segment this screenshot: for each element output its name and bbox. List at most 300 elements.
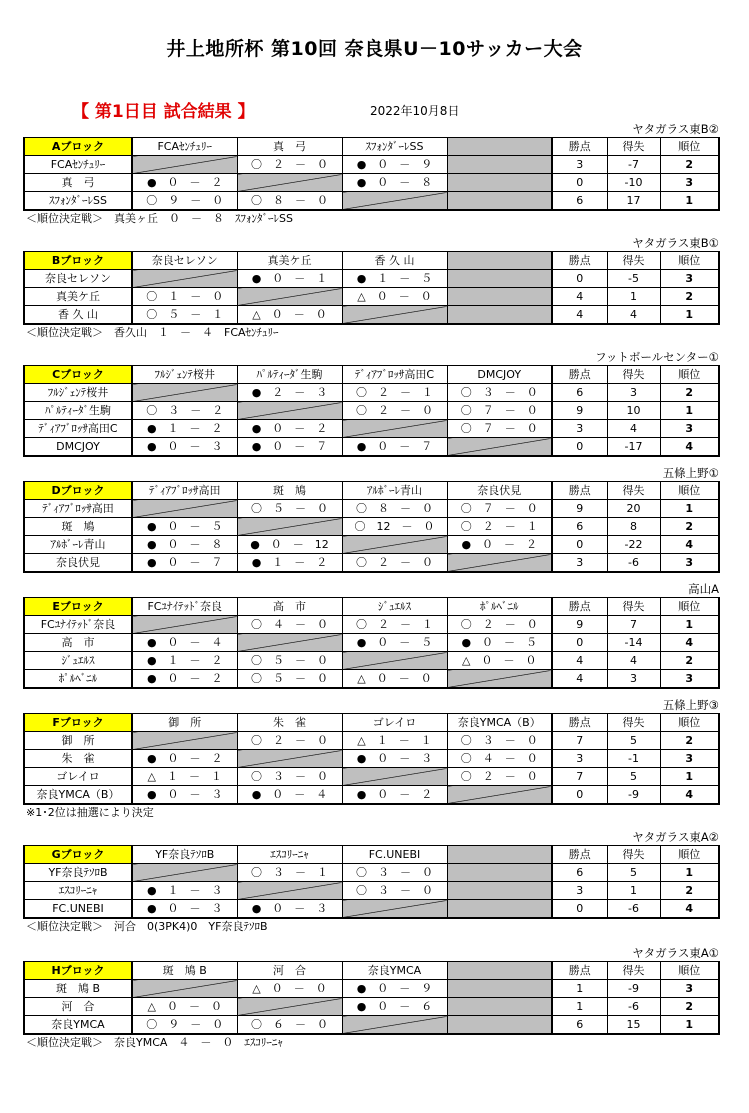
block-table bbox=[23, 365, 720, 457]
points-value: 0 bbox=[552, 174, 607, 192]
rank-value: 2 bbox=[660, 652, 719, 670]
match-result: ● １ － ２ bbox=[132, 652, 237, 670]
team-name: 斑 鳩 B bbox=[24, 980, 132, 998]
match-result: ● １ － ２ bbox=[132, 420, 237, 438]
rank-header: 順位 bbox=[660, 846, 719, 864]
block-2 bbox=[23, 350, 719, 457]
goal-diff-value: 17 bbox=[607, 192, 660, 211]
table-row bbox=[24, 270, 719, 288]
match-result: 〇 ５ － １ bbox=[132, 306, 237, 325]
empty-cell bbox=[447, 270, 552, 288]
team-name: 真美ケ丘 bbox=[24, 288, 132, 306]
page-title: 井上地所杯 第10回 奈良県U－10サッカー大会 bbox=[166, 38, 583, 60]
table-row bbox=[24, 306, 719, 325]
team-name: 奈良YMCA（B） bbox=[24, 786, 132, 805]
venue-label: 五條上野① bbox=[662, 466, 719, 480]
team-name: 高 市 bbox=[24, 634, 132, 652]
team-column-header: 斑 鳩 B bbox=[132, 962, 237, 980]
table-row bbox=[24, 616, 719, 634]
match-result: ● ０ － ２ bbox=[447, 536, 552, 554]
match-result: ● ０ － ３ bbox=[132, 900, 237, 919]
table-row bbox=[24, 998, 719, 1016]
team-column-header: ﾌﾙｼﾞｪﾝﾃ桜井 bbox=[132, 366, 237, 384]
table-row bbox=[24, 174, 719, 192]
table-row bbox=[24, 980, 719, 998]
points-header: 勝点 bbox=[552, 366, 607, 384]
match-result: 〇 ２ － ０ bbox=[447, 616, 552, 634]
points-value: 0 bbox=[552, 900, 607, 919]
header-row bbox=[24, 252, 719, 270]
self-match-cell bbox=[237, 634, 342, 652]
match-result: 〇 ３ － ２ bbox=[132, 402, 237, 420]
team-name: 香 久 山 bbox=[24, 306, 132, 325]
rank-value: 1 bbox=[660, 616, 719, 634]
points-header: 勝点 bbox=[552, 846, 607, 864]
self-match-cell bbox=[237, 518, 342, 536]
team-name: 斑 鳩 bbox=[24, 518, 132, 536]
table-row bbox=[24, 1016, 719, 1035]
team-column-header: ｼﾞｭｴﾙｽ bbox=[342, 598, 447, 616]
match-result: △ ０ － ０ bbox=[132, 998, 237, 1016]
block-table bbox=[23, 137, 720, 211]
table-row bbox=[24, 420, 719, 438]
match-result: ● １ － ２ bbox=[237, 554, 342, 573]
team-name: ﾊﾟﾙﾃｨｰﾀﾞ生駒 bbox=[24, 402, 132, 420]
table-row bbox=[24, 288, 719, 306]
team-column-header: ゴレイロ bbox=[342, 714, 447, 732]
table-row bbox=[24, 864, 719, 882]
match-result: ● ０ － ３ bbox=[237, 900, 342, 919]
header-row bbox=[24, 962, 719, 980]
empty-cell bbox=[447, 288, 552, 306]
block-1 bbox=[23, 236, 719, 341]
goal-diff-value: 4 bbox=[607, 420, 660, 438]
match-result: ● ０ － ８ bbox=[342, 174, 447, 192]
self-match-cell bbox=[342, 900, 447, 919]
team-name: ﾃﾞｨｱﾌﾞﾛｯｻ高田 bbox=[24, 500, 132, 518]
team-name: 朱 雀 bbox=[24, 750, 132, 768]
team-column-header: ﾃﾞｨｱﾌﾞﾛｯｻ高田C bbox=[342, 366, 447, 384]
empty-cell bbox=[447, 980, 552, 998]
block-table bbox=[23, 713, 720, 805]
match-result: 〇 ３ － ０ bbox=[342, 882, 447, 900]
diff-header: 得失 bbox=[607, 252, 660, 270]
rank-value: 4 bbox=[660, 536, 719, 554]
match-result: 〇 ５ － ０ bbox=[237, 652, 342, 670]
points-value: 4 bbox=[552, 306, 607, 325]
goal-diff-value: 1 bbox=[607, 288, 660, 306]
match-result: ● ０ － ８ bbox=[132, 536, 237, 554]
empty-column-header bbox=[447, 138, 552, 156]
points-value: 0 bbox=[552, 270, 607, 288]
rank-header: 順位 bbox=[660, 482, 719, 500]
match-result: 〇 ３ － ０ bbox=[447, 732, 552, 750]
team-column-header: 朱 雀 bbox=[237, 714, 342, 732]
rank-value: 2 bbox=[660, 156, 719, 174]
day-subtitle: 【 第1日目 試合結果 】 bbox=[72, 102, 255, 122]
block-4 bbox=[23, 582, 719, 689]
empty-cell bbox=[447, 864, 552, 882]
block-6 bbox=[23, 830, 719, 935]
self-match-cell bbox=[447, 554, 552, 573]
header-row bbox=[24, 714, 719, 732]
self-match-cell bbox=[342, 192, 447, 211]
team-column-header: 奈良セレソン bbox=[132, 252, 237, 270]
match-result: ● ０ － ３ bbox=[132, 786, 237, 805]
team-name: DMCJOY bbox=[24, 438, 132, 457]
diff-header: 得失 bbox=[607, 482, 660, 500]
block-note: ＜順位決定戦＞ 真美ヶ丘 ０ － ８ ｽﾌｫﾝﾀﾞｰﾚSS bbox=[26, 212, 293, 225]
points-value: 1 bbox=[552, 980, 607, 998]
match-result: △ ０ － ０ bbox=[342, 670, 447, 689]
rank-value: 4 bbox=[660, 438, 719, 457]
goal-diff-value: 15 bbox=[607, 1016, 660, 1035]
diff-header: 得失 bbox=[607, 366, 660, 384]
rank-value: 1 bbox=[660, 402, 719, 420]
block-name: Cブロック bbox=[24, 366, 132, 384]
rank-value: 4 bbox=[660, 786, 719, 805]
match-result: 〇 ６ － ０ bbox=[237, 1016, 342, 1035]
match-result: 〇 ３ － ０ bbox=[447, 384, 552, 402]
match-result: ● ０ － １ bbox=[237, 270, 342, 288]
self-match-cell bbox=[132, 156, 237, 174]
table-row bbox=[24, 192, 719, 211]
header-row bbox=[24, 598, 719, 616]
team-name: ﾎﾟﾙﾍﾞﾆﾙ bbox=[24, 670, 132, 689]
points-header: 勝点 bbox=[552, 252, 607, 270]
rank-value: 1 bbox=[660, 768, 719, 786]
empty-cell bbox=[447, 882, 552, 900]
match-result: 〇 ２ － ０ bbox=[237, 732, 342, 750]
points-value: 6 bbox=[552, 384, 607, 402]
table-row bbox=[24, 882, 719, 900]
team-name: 奈良セレソン bbox=[24, 270, 132, 288]
diff-header: 得失 bbox=[607, 846, 660, 864]
match-result: 〇 ７ － ０ bbox=[447, 500, 552, 518]
goal-diff-value: -6 bbox=[607, 554, 660, 573]
rank-value: 1 bbox=[660, 306, 719, 325]
points-value: 4 bbox=[552, 670, 607, 689]
goal-diff-value: -9 bbox=[607, 980, 660, 998]
match-result: 〇 ５ － ０ bbox=[237, 670, 342, 689]
match-result: 〇 ２ － １ bbox=[342, 616, 447, 634]
goal-diff-value: -17 bbox=[607, 438, 660, 457]
team-name: ｼﾞｭｴﾙｽ bbox=[24, 652, 132, 670]
block-7 bbox=[23, 946, 719, 1051]
match-result: 〇 ９ － ０ bbox=[132, 192, 237, 211]
team-column-header: ﾎﾟﾙﾍﾞﾆﾙ bbox=[447, 598, 552, 616]
block-name: Bブロック bbox=[24, 252, 132, 270]
block-table bbox=[23, 481, 720, 573]
team-column-header: DMCJOY bbox=[447, 366, 552, 384]
self-match-cell bbox=[342, 768, 447, 786]
self-match-cell bbox=[237, 402, 342, 420]
table-row bbox=[24, 732, 719, 750]
table-row bbox=[24, 634, 719, 652]
match-result: 〇 ８ － ０ bbox=[342, 500, 447, 518]
match-result: △ ０ － ０ bbox=[237, 306, 342, 325]
table-row bbox=[24, 402, 719, 420]
rank-value: 1 bbox=[660, 192, 719, 211]
self-match-cell bbox=[342, 1016, 447, 1035]
team-name: 御 所 bbox=[24, 732, 132, 750]
goal-diff-value: 3 bbox=[607, 670, 660, 689]
self-match-cell bbox=[132, 864, 237, 882]
team-name: ﾃﾞｨｱﾌﾞﾛｯｻ高田C bbox=[24, 420, 132, 438]
venue-label: ヤタガラス東B① bbox=[632, 236, 719, 250]
table-row bbox=[24, 536, 719, 554]
goal-diff-value: 5 bbox=[607, 864, 660, 882]
team-column-header: ｽﾌｫﾝﾀﾞｰﾚSS bbox=[342, 138, 447, 156]
points-value: 0 bbox=[552, 786, 607, 805]
team-name: 河 合 bbox=[24, 998, 132, 1016]
team-name: FC.UNEBI bbox=[24, 900, 132, 919]
goal-diff-value: 5 bbox=[607, 732, 660, 750]
rank-value: 1 bbox=[660, 864, 719, 882]
points-header: 勝点 bbox=[552, 138, 607, 156]
block-0 bbox=[23, 122, 719, 227]
match-result: 〇 ９ － ０ bbox=[132, 1016, 237, 1035]
match-result: ● ０ － ６ bbox=[342, 998, 447, 1016]
team-column-header: ｱﾙﾎﾞｰﾚ青山 bbox=[342, 482, 447, 500]
match-result: 〇 １ － ０ bbox=[132, 288, 237, 306]
points-value: 3 bbox=[552, 750, 607, 768]
match-result: 〇 ８ － ０ bbox=[237, 192, 342, 211]
rank-value: 3 bbox=[660, 270, 719, 288]
match-result: ● ０ － ４ bbox=[132, 634, 237, 652]
goal-diff-value: 10 bbox=[607, 402, 660, 420]
match-result: △ １ － １ bbox=[132, 768, 237, 786]
header-row bbox=[24, 482, 719, 500]
table-row bbox=[24, 438, 719, 457]
venue-label: ヤタガラス東A② bbox=[632, 830, 719, 844]
venue-label: ヤタガラス東B② bbox=[632, 122, 719, 136]
goal-diff-value: -6 bbox=[607, 998, 660, 1016]
points-value: 0 bbox=[552, 438, 607, 457]
points-value: 6 bbox=[552, 518, 607, 536]
empty-column-header bbox=[447, 252, 552, 270]
table-row bbox=[24, 156, 719, 174]
team-name: ｱﾙﾎﾞｰﾚ青山 bbox=[24, 536, 132, 554]
block-note: ※1･2位は抽選により決定 bbox=[26, 806, 154, 819]
table-row bbox=[24, 384, 719, 402]
self-match-cell bbox=[447, 438, 552, 457]
points-value: 3 bbox=[552, 420, 607, 438]
self-match-cell bbox=[132, 384, 237, 402]
table-row bbox=[24, 786, 719, 805]
self-match-cell bbox=[237, 288, 342, 306]
empty-cell bbox=[447, 192, 552, 211]
empty-cell bbox=[447, 1016, 552, 1035]
match-result: ● １ － ５ bbox=[342, 270, 447, 288]
rank-value: 2 bbox=[660, 882, 719, 900]
goal-diff-value: -14 bbox=[607, 634, 660, 652]
table-row bbox=[24, 554, 719, 573]
team-name: YF奈良ﾃｿﾛB bbox=[24, 864, 132, 882]
block-table bbox=[23, 251, 720, 325]
goal-diff-value: 20 bbox=[607, 500, 660, 518]
rank-value: 3 bbox=[660, 420, 719, 438]
match-result: 〇 ２ － １ bbox=[342, 384, 447, 402]
rank-header: 順位 bbox=[660, 252, 719, 270]
goal-diff-value: 7 bbox=[607, 616, 660, 634]
match-result: ● ０ － ４ bbox=[237, 786, 342, 805]
team-name: 奈良伏見 bbox=[24, 554, 132, 573]
self-match-cell bbox=[342, 420, 447, 438]
team-name: FCAｾﾝﾁｭﾘｰ bbox=[24, 156, 132, 174]
goal-diff-value: 8 bbox=[607, 518, 660, 536]
rank-value: 2 bbox=[660, 732, 719, 750]
match-result: 〇 ３ － １ bbox=[237, 864, 342, 882]
goal-diff-value: 5 bbox=[607, 768, 660, 786]
match-result: ● ０ － ５ bbox=[132, 518, 237, 536]
points-header: 勝点 bbox=[552, 962, 607, 980]
empty-cell bbox=[447, 306, 552, 325]
self-match-cell bbox=[237, 882, 342, 900]
self-match-cell bbox=[132, 980, 237, 998]
team-name: 真 弓 bbox=[24, 174, 132, 192]
points-value: 3 bbox=[552, 882, 607, 900]
team-column-header: 斑 鳩 bbox=[237, 482, 342, 500]
points-value: 9 bbox=[552, 402, 607, 420]
rank-value: 2 bbox=[660, 998, 719, 1016]
empty-column-header bbox=[447, 962, 552, 980]
team-name: ゴレイロ bbox=[24, 768, 132, 786]
team-column-header: 河 合 bbox=[237, 962, 342, 980]
match-result: 〇 ２ － １ bbox=[447, 518, 552, 536]
self-match-cell bbox=[342, 652, 447, 670]
points-header: 勝点 bbox=[552, 714, 607, 732]
goal-diff-value: 1 bbox=[607, 882, 660, 900]
table-row bbox=[24, 768, 719, 786]
block-name: Gブロック bbox=[24, 846, 132, 864]
match-result: ● ０ － ７ bbox=[342, 438, 447, 457]
rank-value: 4 bbox=[660, 900, 719, 919]
team-column-header: FCAｾﾝﾁｭﾘｰ bbox=[132, 138, 237, 156]
match-result: ● ０ － ９ bbox=[342, 980, 447, 998]
match-result: ● ０ － ７ bbox=[132, 554, 237, 573]
points-value: 6 bbox=[552, 192, 607, 211]
goal-diff-value: -9 bbox=[607, 786, 660, 805]
table-row bbox=[24, 518, 719, 536]
team-column-header: 奈良YMCA bbox=[342, 962, 447, 980]
block-note: ＜順位決定戦＞ 河合 0(3PK4)0 YF奈良ﾃｿﾛB bbox=[26, 920, 268, 933]
diff-header: 得失 bbox=[607, 714, 660, 732]
match-result: 〇 ７ － ０ bbox=[447, 420, 552, 438]
match-result: ● ０ － ３ bbox=[132, 438, 237, 457]
match-date: 2022年10月8日 bbox=[370, 104, 460, 118]
self-match-cell bbox=[342, 536, 447, 554]
points-value: 4 bbox=[552, 652, 607, 670]
points-value: 4 bbox=[552, 288, 607, 306]
points-value: 3 bbox=[552, 156, 607, 174]
match-result: ● ０ － ２ bbox=[342, 786, 447, 805]
rank-value: 3 bbox=[660, 174, 719, 192]
match-result: △ ０ － ０ bbox=[237, 980, 342, 998]
goal-diff-value: -1 bbox=[607, 750, 660, 768]
match-result: △ １ － １ bbox=[342, 732, 447, 750]
match-result: △ ０ － ０ bbox=[447, 652, 552, 670]
goal-diff-value: -10 bbox=[607, 174, 660, 192]
diff-header: 得失 bbox=[607, 138, 660, 156]
venue-label: 五條上野③ bbox=[662, 698, 719, 712]
points-value: 9 bbox=[552, 500, 607, 518]
team-name: FCﾕﾅｲﾃｯﾄﾞ奈良 bbox=[24, 616, 132, 634]
rank-value: 2 bbox=[660, 518, 719, 536]
match-result: 〇 12 － ０ bbox=[342, 518, 447, 536]
points-value: 6 bbox=[552, 864, 607, 882]
match-result: ● ０ － ２ bbox=[132, 750, 237, 768]
empty-cell bbox=[447, 998, 552, 1016]
block-name: Eブロック bbox=[24, 598, 132, 616]
block-name: Aブロック bbox=[24, 138, 132, 156]
team-column-header: 奈良YMCA（B） bbox=[447, 714, 552, 732]
team-column-header: FCﾕﾅｲﾃｯﾄﾞ奈良 bbox=[132, 598, 237, 616]
points-value: 6 bbox=[552, 1016, 607, 1035]
table-row bbox=[24, 900, 719, 919]
points-header: 勝点 bbox=[552, 598, 607, 616]
empty-cell bbox=[447, 900, 552, 919]
match-result: 〇 ２ － ０ bbox=[342, 402, 447, 420]
team-column-header: ｴｽｺﾘｰﾆｬ bbox=[237, 846, 342, 864]
rank-value: 3 bbox=[660, 670, 719, 689]
block-note: ＜順位決定戦＞ 香久山 １ － ４ FCAｾﾝﾁｭﾘｰ bbox=[26, 326, 279, 339]
match-result: ● ２ － ３ bbox=[237, 384, 342, 402]
match-result: ● ０ － ２ bbox=[132, 174, 237, 192]
self-match-cell bbox=[132, 616, 237, 634]
header-row bbox=[24, 138, 719, 156]
rank-value: 1 bbox=[660, 1016, 719, 1035]
empty-column-header bbox=[447, 846, 552, 864]
venue-label: ヤタガラス東A① bbox=[632, 946, 719, 960]
venue-label: 高山A bbox=[688, 582, 719, 596]
match-result: 〇 ２ － ０ bbox=[237, 156, 342, 174]
match-result: ● ０ － ２ bbox=[132, 670, 237, 689]
goal-diff-value: -22 bbox=[607, 536, 660, 554]
team-column-header: FC.UNEBI bbox=[342, 846, 447, 864]
block-3 bbox=[23, 466, 719, 573]
self-match-cell bbox=[237, 750, 342, 768]
rank-value: 4 bbox=[660, 634, 719, 652]
rank-header: 順位 bbox=[660, 366, 719, 384]
team-column-header: ﾊﾟﾙﾃｨｰﾀﾞ生駒 bbox=[237, 366, 342, 384]
goal-diff-value: 4 bbox=[607, 306, 660, 325]
match-result: ● ０ － ５ bbox=[447, 634, 552, 652]
rank-header: 順位 bbox=[660, 138, 719, 156]
diff-header: 得失 bbox=[607, 962, 660, 980]
table-row bbox=[24, 670, 719, 689]
goal-diff-value: 3 bbox=[607, 384, 660, 402]
self-match-cell bbox=[132, 270, 237, 288]
match-result: 〇 ４ － ０ bbox=[237, 616, 342, 634]
goal-diff-value: 4 bbox=[607, 652, 660, 670]
goal-diff-value: -6 bbox=[607, 900, 660, 919]
team-column-header: 高 市 bbox=[237, 598, 342, 616]
team-name: ｽﾌｫﾝﾀﾞｰﾚSS bbox=[24, 192, 132, 211]
match-result: 〇 ３ － ０ bbox=[237, 768, 342, 786]
team-column-header: 御 所 bbox=[132, 714, 237, 732]
self-match-cell bbox=[237, 998, 342, 1016]
match-result: ● ０ － ２ bbox=[237, 420, 342, 438]
match-result: ● ０ － 12 bbox=[237, 536, 342, 554]
empty-cell bbox=[447, 174, 552, 192]
rank-value: 1 bbox=[660, 500, 719, 518]
rank-header: 順位 bbox=[660, 714, 719, 732]
match-result: ● ０ － ９ bbox=[342, 156, 447, 174]
points-value: 7 bbox=[552, 768, 607, 786]
points-value: 3 bbox=[552, 554, 607, 573]
team-column-header: 奈良伏見 bbox=[447, 482, 552, 500]
